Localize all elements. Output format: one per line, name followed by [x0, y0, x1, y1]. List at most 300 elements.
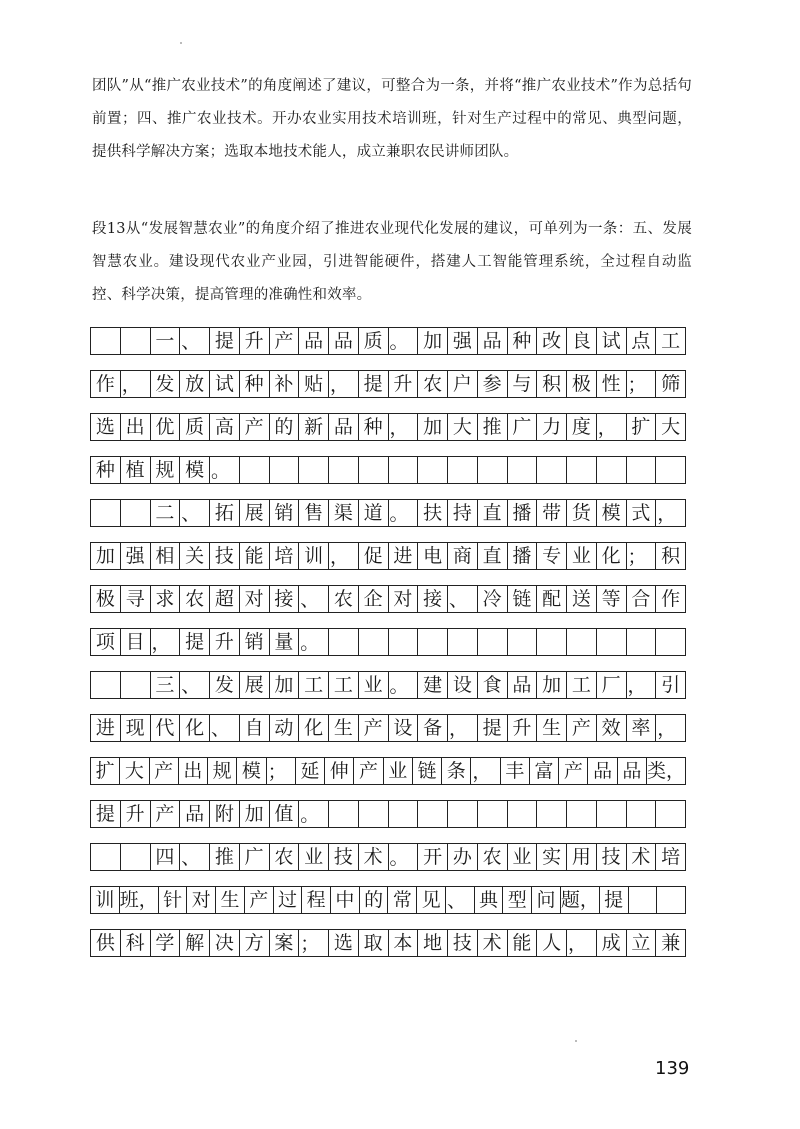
- grid-row: [90, 671, 686, 699]
- grid-cell: 决: [210, 930, 240, 956]
- grid-cell: 专: [537, 543, 567, 569]
- grid-cell: ，: [448, 715, 478, 741]
- grid-cell: 模: [597, 500, 627, 526]
- grid-cell: 推: [478, 414, 508, 440]
- grid-cell: 本: [389, 930, 419, 956]
- grid-cell: 加: [240, 801, 270, 827]
- grid-cell: 附: [210, 801, 240, 827]
- grid-cell: ，: [329, 543, 359, 569]
- grid-cell: 模: [180, 457, 210, 483]
- page-number: 139: [655, 1058, 690, 1079]
- grid-cell: 富: [530, 758, 559, 784]
- grid-cell: 超: [210, 586, 240, 612]
- grid-cell: 化: [180, 715, 210, 741]
- grid-cell: 规: [151, 457, 181, 483]
- grid-cell: ，: [656, 715, 686, 741]
- grid-cell: 力: [537, 414, 567, 440]
- grid-cell: 积: [656, 543, 686, 569]
- grid-cell: [389, 457, 419, 483]
- grid-cell: [329, 457, 359, 483]
- grid-cell: 出: [121, 414, 151, 440]
- grid-cell: [508, 629, 538, 655]
- grid-cell: 的: [270, 414, 300, 440]
- grid-cell: 业: [567, 543, 597, 569]
- grid-cell: [567, 629, 597, 655]
- grid-cell: [299, 457, 329, 483]
- grid-cell: 。: [210, 457, 240, 483]
- grid-cell: 提: [180, 629, 210, 655]
- grid-cell: [478, 801, 508, 827]
- grid-row: [90, 886, 686, 914]
- grid-cell: [537, 801, 567, 827]
- grid-cell: [329, 629, 359, 655]
- grid-cell: 道: [359, 500, 389, 526]
- grid-cell: 展: [240, 500, 270, 526]
- grid-row: [90, 413, 686, 441]
- grid-cell: 产: [567, 715, 597, 741]
- grid-cell: [329, 801, 359, 827]
- grid-row: [90, 757, 686, 785]
- grid-cell: 种: [240, 371, 270, 397]
- grid-cell: ，: [329, 371, 359, 397]
- grid-cell: 播: [508, 500, 538, 526]
- grid-cell: ，: [151, 629, 181, 655]
- grid-cell: 工: [567, 672, 597, 698]
- grid-cell: 接: [270, 586, 300, 612]
- grid-cell: 型: [503, 887, 532, 913]
- grid-cell: 、: [448, 586, 478, 612]
- handwriting-grid: [90, 327, 686, 972]
- grid-cell: [359, 801, 389, 827]
- grid-cell: 作: [656, 586, 686, 612]
- grid-cell: 大: [120, 758, 149, 784]
- grid-cell: ；: [627, 371, 657, 397]
- grid-cell: 参: [478, 371, 508, 397]
- grid-cell: 术: [627, 844, 657, 870]
- grid-cell: 关: [180, 543, 210, 569]
- grid-cell: 促: [359, 543, 389, 569]
- grid-cell: 品: [180, 801, 210, 827]
- grid-cell: 。: [389, 672, 419, 698]
- grid-cell: [448, 457, 478, 483]
- grid-cell: [389, 629, 419, 655]
- grid-cell: 销: [270, 500, 300, 526]
- grid-cell: 植: [121, 457, 151, 483]
- grid-cell: 地: [418, 930, 448, 956]
- grid-cell: 寻: [121, 586, 151, 612]
- grid-cell: [597, 629, 627, 655]
- grid-cell: 业: [508, 844, 538, 870]
- grid-cell: 种: [508, 328, 538, 354]
- grid-cell: [597, 457, 627, 483]
- grid-cell: 质: [180, 414, 210, 440]
- grid-cell: 业: [384, 758, 413, 784]
- grid-cell: 高: [210, 414, 240, 440]
- grid-cell: 、: [446, 887, 475, 913]
- grid-cell: 提: [600, 887, 629, 913]
- grid-cell: 强: [121, 543, 151, 569]
- grid-cell: 对: [187, 887, 216, 913]
- grid-cell: [627, 629, 657, 655]
- grid-cell: 、: [180, 500, 210, 526]
- grid-cell: 用: [567, 844, 597, 870]
- grid-cell: 生: [329, 715, 359, 741]
- grid-cell: 良: [567, 328, 597, 354]
- grid-cell: 链: [508, 586, 538, 612]
- grid-cell: 能: [240, 543, 270, 569]
- grid-cell: [448, 629, 478, 655]
- grid-cell: 的: [360, 887, 389, 913]
- grid-cell: 四: [151, 844, 181, 870]
- grid-cell: 值: [270, 801, 300, 827]
- grid-cell: 方: [240, 930, 270, 956]
- grid-row: [90, 499, 686, 527]
- grid-cell: 式: [627, 500, 657, 526]
- grid-cell: [91, 672, 121, 698]
- grid-cell: ，: [597, 414, 627, 440]
- grid-cell: 程: [302, 887, 331, 913]
- grid-cell: 学: [151, 930, 181, 956]
- grid-cell: 术: [359, 844, 389, 870]
- grid-cell: 工: [656, 328, 686, 354]
- grid-cell: 升: [389, 371, 419, 397]
- grid-cell: 强: [448, 328, 478, 354]
- grid-cell: 。: [389, 500, 419, 526]
- grid-cell: [597, 801, 627, 827]
- grid-cell: 生: [216, 887, 245, 913]
- grid-cell: 现: [121, 715, 151, 741]
- grid-cell: 提: [359, 371, 389, 397]
- grid-cell: ，: [121, 371, 151, 397]
- grid-cell: 三: [151, 672, 181, 698]
- grid-cell: 加: [270, 672, 300, 698]
- grid-cell: 相: [151, 543, 181, 569]
- grid-cell: 扶: [418, 500, 448, 526]
- grid-row: [90, 714, 686, 742]
- grid-cell: [508, 801, 538, 827]
- grid-cell: 成: [597, 930, 627, 956]
- grid-cell: ，: [656, 500, 686, 526]
- grid-cell: 升: [210, 629, 240, 655]
- grid-cell: 改: [537, 328, 567, 354]
- grid-row: [90, 843, 686, 871]
- grid-cell: 率: [627, 715, 657, 741]
- grid-cell: 试: [597, 328, 627, 354]
- grid-cell: 品: [508, 672, 538, 698]
- grid-cell: 扩: [627, 414, 657, 440]
- grid-cell: 案: [270, 930, 300, 956]
- grid-cell: 过: [274, 887, 303, 913]
- grid-cell: 规: [208, 758, 237, 784]
- grid-cell: [629, 887, 658, 913]
- grid-cell: 取: [359, 930, 389, 956]
- grid-cell: 化: [299, 715, 329, 741]
- grid-cell: [656, 801, 686, 827]
- grid-cell: 一: [151, 328, 181, 354]
- grid-cell: 合: [627, 586, 657, 612]
- grid-cell: 户: [448, 371, 478, 397]
- grid-row: [90, 456, 686, 484]
- grid-row: [90, 929, 686, 957]
- grid-cell: 项: [91, 629, 121, 655]
- scan-speck: [180, 42, 182, 44]
- grid-cell: 。: [299, 629, 329, 655]
- grid-cell: 加: [537, 672, 567, 698]
- grid-cell: [240, 457, 270, 483]
- grid-cell: [91, 844, 121, 870]
- grid-cell: 新: [299, 414, 329, 440]
- grid-cell: [627, 801, 657, 827]
- grid-cell: 品: [299, 328, 329, 354]
- grid-cell: 品: [329, 414, 359, 440]
- scan-speck: [575, 1040, 577, 1042]
- grid-cell: 产: [240, 414, 270, 440]
- grid-cell: 效: [597, 715, 627, 741]
- grid-cell: 动: [270, 715, 300, 741]
- grid-cell: 业: [299, 844, 329, 870]
- grid-cell: 大: [448, 414, 478, 440]
- grid-cell: 冷: [478, 586, 508, 612]
- paragraph-1: 团队”从“推广农业技术”的角度阐述了建议，可整合为一条，并将“推广农业技术”作为总括句前置；四、推广农业技术。开办农业实用技术培训班，针对生产过程中的常见、典型问题，提供科学解决方案；选取本地技术能人，成立兼职农民讲师团队。: [92, 78, 692, 160]
- grid-cell: 提: [210, 328, 240, 354]
- grid-cell: 选: [329, 930, 359, 956]
- grid-cell: 工: [299, 672, 329, 698]
- grid-cell: 产: [245, 887, 274, 913]
- grid-cell: [567, 801, 597, 827]
- grid-cell: 接: [418, 586, 448, 612]
- grid-cell: ；: [627, 543, 657, 569]
- grid-cell: 延: [296, 758, 325, 784]
- grid-cell: 设: [389, 715, 419, 741]
- grid-cell: 。: [389, 844, 419, 870]
- grid-cell: 进: [91, 715, 121, 741]
- grid-cell: [359, 457, 389, 483]
- grid-cell: 农: [270, 844, 300, 870]
- grid-cell: 针: [159, 887, 188, 913]
- grid-cell: 。: [389, 328, 419, 354]
- grid-cell: [418, 457, 448, 483]
- grid-cell: 极: [91, 586, 121, 612]
- grid-cell: 、: [180, 844, 210, 870]
- grid-cell: 农: [329, 586, 359, 612]
- grid-cell: 送: [567, 586, 597, 612]
- grid-cell: 办: [448, 844, 478, 870]
- grid-cell: 训: [91, 887, 120, 913]
- grid-cell: 升: [121, 801, 151, 827]
- grid-cell: 销: [240, 629, 270, 655]
- grid-cell: 产: [359, 715, 389, 741]
- grid-cell: 直: [478, 500, 508, 526]
- grid-cell: 常: [388, 887, 417, 913]
- grid-cell: 点: [627, 328, 657, 354]
- grid-cell: 产: [151, 801, 181, 827]
- grid-cell: 技: [210, 543, 240, 569]
- grid-cell: 、: [210, 715, 240, 741]
- grid-cell: 贴: [299, 371, 329, 397]
- grid-cell: 拓: [210, 500, 240, 526]
- grid-cell: [448, 801, 478, 827]
- grid-cell: 引: [656, 672, 686, 698]
- grid-cell: 种: [91, 457, 121, 483]
- grid-cell: 模: [237, 758, 266, 784]
- grid-cell: 放: [180, 371, 210, 397]
- grid-cell: 质: [359, 328, 389, 354]
- grid-cell: 对: [240, 586, 270, 612]
- grid-cell: 配: [537, 586, 567, 612]
- grid-cell: 作: [91, 371, 121, 397]
- grid-row: [90, 628, 686, 656]
- grid-cell: 链: [413, 758, 442, 784]
- grid-cell: 企: [359, 586, 389, 612]
- grid-cell: 与: [508, 371, 538, 397]
- grid-cell: 求: [151, 586, 181, 612]
- grid-cell: 货: [567, 500, 597, 526]
- grid-cell: 展: [240, 672, 270, 698]
- grid-cell: 丰: [501, 758, 530, 784]
- grid-row: [90, 370, 686, 398]
- grid-cell: 极: [567, 371, 597, 397]
- grid-cell: 加: [91, 543, 121, 569]
- grid-cell: 人: [537, 930, 567, 956]
- grid-cell: 量: [270, 629, 300, 655]
- grid-cell: 发: [151, 371, 181, 397]
- grid-row: [90, 800, 686, 828]
- grid-cell: [627, 457, 657, 483]
- grid-cell: 升: [240, 328, 270, 354]
- grid-cell: 农: [180, 586, 210, 612]
- grid-cell: [270, 457, 300, 483]
- grid-cell: 发: [210, 672, 240, 698]
- grid-cell: 广: [240, 844, 270, 870]
- grid-cell: 二: [151, 500, 181, 526]
- grid-cell: 种: [359, 414, 389, 440]
- grid-cell: [478, 629, 508, 655]
- grid-cell: 提: [478, 715, 508, 741]
- grid-cell: 实: [537, 844, 567, 870]
- grid-cell: 售: [299, 500, 329, 526]
- grid-cell: ，: [471, 758, 500, 784]
- grid-cell: 解: [180, 930, 210, 956]
- grid-cell: 进: [389, 543, 419, 569]
- grid-cell: 产: [559, 758, 588, 784]
- grid-cell: [418, 629, 448, 655]
- grid-cell: 广: [508, 414, 538, 440]
- grid-cell: 电: [418, 543, 448, 569]
- grid-cell: 产: [354, 758, 383, 784]
- grid-cell: [508, 457, 538, 483]
- grid-cell: ，: [627, 672, 657, 698]
- grid-cell: 品: [618, 758, 647, 784]
- grid-cell: 业: [359, 672, 389, 698]
- grid-cell: ；: [267, 758, 296, 784]
- grid-cell: 立: [627, 930, 657, 956]
- grid-cell: 持: [448, 500, 478, 526]
- grid-cell: [418, 801, 448, 827]
- grid-cell: 术: [478, 930, 508, 956]
- grid-cell: 能: [508, 930, 538, 956]
- grid-cell: [537, 629, 567, 655]
- grid-cell: 厂: [597, 672, 627, 698]
- grid-cell: 工: [329, 672, 359, 698]
- grid-cell: 品: [588, 758, 617, 784]
- grid-row: [90, 585, 686, 613]
- grid-cell: [389, 801, 419, 827]
- grid-cell: 技: [597, 844, 627, 870]
- grid-row: [90, 542, 686, 570]
- grid-cell: 类，: [647, 758, 686, 784]
- grid-row: [90, 327, 686, 355]
- grid-cell: 商: [448, 543, 478, 569]
- grid-cell: 条: [442, 758, 471, 784]
- grid-cell: 班，: [120, 887, 159, 913]
- grid-cell: ，: [389, 414, 419, 440]
- grid-cell: 典: [475, 887, 504, 913]
- grid-cell: 开: [418, 844, 448, 870]
- grid-cell: 建: [418, 672, 448, 698]
- grid-cell: [657, 887, 686, 913]
- grid-cell: 问: [532, 887, 561, 913]
- grid-cell: 品: [329, 328, 359, 354]
- grid-cell: 供: [91, 930, 121, 956]
- grid-cell: 化: [597, 543, 627, 569]
- grid-cell: 加: [418, 414, 448, 440]
- grid-cell: 性: [597, 371, 627, 397]
- grid-cell: 积: [537, 371, 567, 397]
- grid-cell: 直: [478, 543, 508, 569]
- grid-cell: 提: [91, 801, 121, 827]
- grid-cell: [121, 500, 151, 526]
- grid-cell: 中: [331, 887, 360, 913]
- grid-cell: 产: [270, 328, 300, 354]
- grid-cell: 升: [508, 715, 538, 741]
- grid-cell: 试: [210, 371, 240, 397]
- grid-cell: 兼: [656, 930, 686, 956]
- grid-cell: 技: [448, 930, 478, 956]
- grid-cell: 设: [448, 672, 478, 698]
- grid-cell: [121, 672, 151, 698]
- grid-cell: 出: [179, 758, 208, 784]
- grid-cell: 推: [210, 844, 240, 870]
- grid-cell: 培: [656, 844, 686, 870]
- grid-cell: [656, 629, 686, 655]
- grid-cell: [656, 457, 686, 483]
- grid-cell: 等: [597, 586, 627, 612]
- grid-cell: 筛: [656, 371, 686, 397]
- grid-cell: 科: [121, 930, 151, 956]
- grid-cell: 带: [537, 500, 567, 526]
- grid-cell: [478, 457, 508, 483]
- grid-cell: 伸: [325, 758, 354, 784]
- grid-cell: 。: [299, 801, 329, 827]
- grid-cell: 农: [418, 371, 448, 397]
- grid-cell: [91, 328, 121, 354]
- grid-cell: 备: [418, 715, 448, 741]
- grid-cell: 度: [567, 414, 597, 440]
- paragraph-2: 段13从“发展智慧农业”的角度介绍了推进农业现代化发展的建议，可单列为一条：五、发展智慧农业。建设现代农业产业园，引进智能硬件，搭建人工智能管理系统，全过程自动监控、科学决策，提高管理的准确性和效率。: [92, 221, 692, 303]
- grid-cell: [91, 500, 121, 526]
- grid-cell: 代: [151, 715, 181, 741]
- grid-cell: 渠: [329, 500, 359, 526]
- grid-cell: [121, 844, 151, 870]
- grid-cell: 、: [299, 586, 329, 612]
- grid-cell: 扩: [91, 758, 120, 784]
- grid-cell: 加: [418, 328, 448, 354]
- grid-cell: 见: [417, 887, 446, 913]
- grid-cell: 产: [150, 758, 179, 784]
- grid-cell: 题，: [561, 887, 600, 913]
- grid-cell: 、: [180, 328, 210, 354]
- grid-cell: ；: [299, 930, 329, 956]
